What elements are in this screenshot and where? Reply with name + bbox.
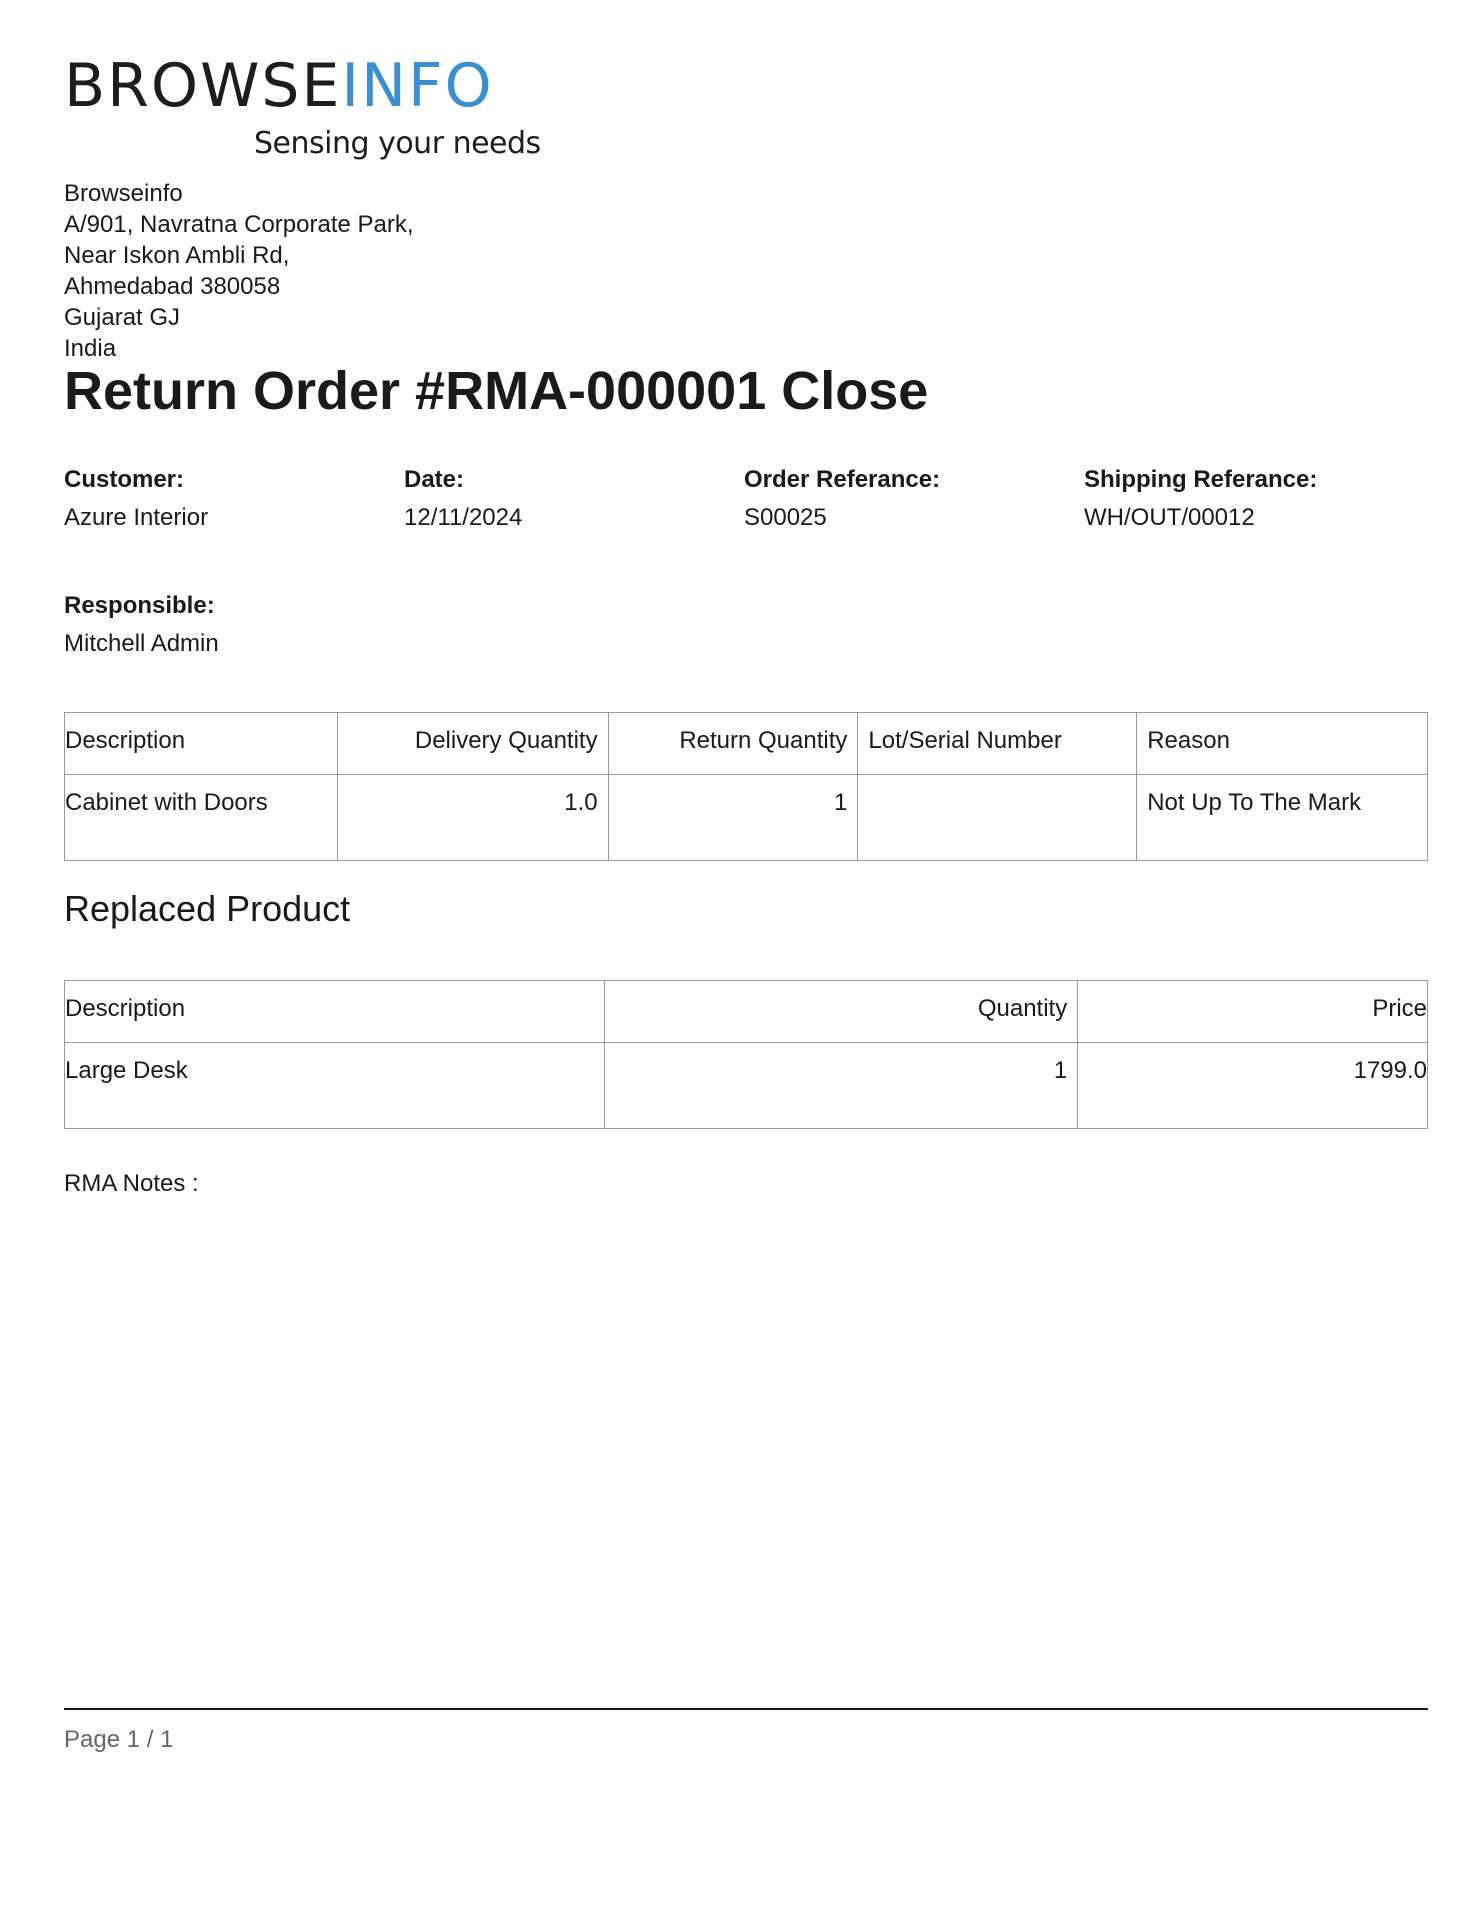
cell-description: Large Desk [65,1043,605,1129]
company-logo [64,51,541,166]
replaced-product-table [64,980,1428,1129]
col-price: Price [1078,981,1428,1043]
customer-value: Azure Interior [64,504,209,531]
address-line-state: Gujarat GJ [64,304,181,331]
date-label: Date: [404,466,465,493]
company-address [64,178,414,364]
table-row [65,775,1428,861]
col-return-quantity: Return Quantity [608,713,858,775]
cell-quantity: 1 [604,1043,1078,1129]
order-ref-value: S00025 [744,504,827,531]
rma-notes-label: RMA Notes : [64,1170,199,1197]
table-header-row [65,713,1428,775]
logo-word-info: INFO [341,51,494,121]
date-value: 12/11/2024 [404,504,523,531]
col-quantity: Quantity [604,981,1078,1043]
cell-description: Cabinet with Doors [65,775,338,861]
customer-block [64,464,208,534]
logo-word-browse: BROWSE [64,51,342,121]
cell-lot-serial [858,775,1137,861]
col-description: Description [65,981,605,1043]
col-delivery-quantity: Delivery Quantity [337,713,608,775]
cell-price: 1799.0 [1078,1043,1428,1129]
col-reason: Reason [1137,713,1428,775]
order-ref-label: Order Referance: [744,466,941,493]
address-line-country: India [64,335,117,362]
address-line-name: Browseinfo [64,180,183,207]
address-line-city: Ahmedabad 380058 [64,273,281,300]
customer-label: Customer: [64,466,185,493]
cell-delivery-quantity: 1.0 [337,775,608,861]
address-line-area: Near Iskon Ambli Rd, [64,242,290,269]
replaced-product-heading: Replaced Product [64,888,351,929]
table-row [65,1043,1428,1129]
cell-reason: Not Up To The Mark [1137,775,1428,861]
page-title: Return Order #RMA-000001 Close [64,361,929,421]
cell-return-quantity: 1 [608,775,858,861]
order-info [64,464,1428,534]
logo-tagline: Sensing your needs [254,126,541,161]
responsible-block [64,590,219,660]
shipping-ref-value: WH/OUT/00012 [1084,504,1255,531]
col-description: Description [65,713,338,775]
footer-divider [64,1708,1428,1710]
order-ref-block [744,464,940,534]
shipping-ref-block [1084,464,1317,534]
col-lot-serial: Lot/Serial Number [858,713,1137,775]
address-line-street: A/901, Navratna Corporate Park, [64,211,414,238]
logo-wordmark [64,51,494,121]
return-lines-table [64,712,1428,861]
report-page [64,0,1428,1920]
page-number: Page 1 / 1 [64,1726,174,1753]
table-header-row [65,981,1428,1043]
responsible-label: Responsible: [64,592,215,619]
responsible-value: Mitchell Admin [64,630,219,657]
shipping-ref-label: Shipping Referance: [1084,466,1318,493]
date-block [404,464,522,534]
